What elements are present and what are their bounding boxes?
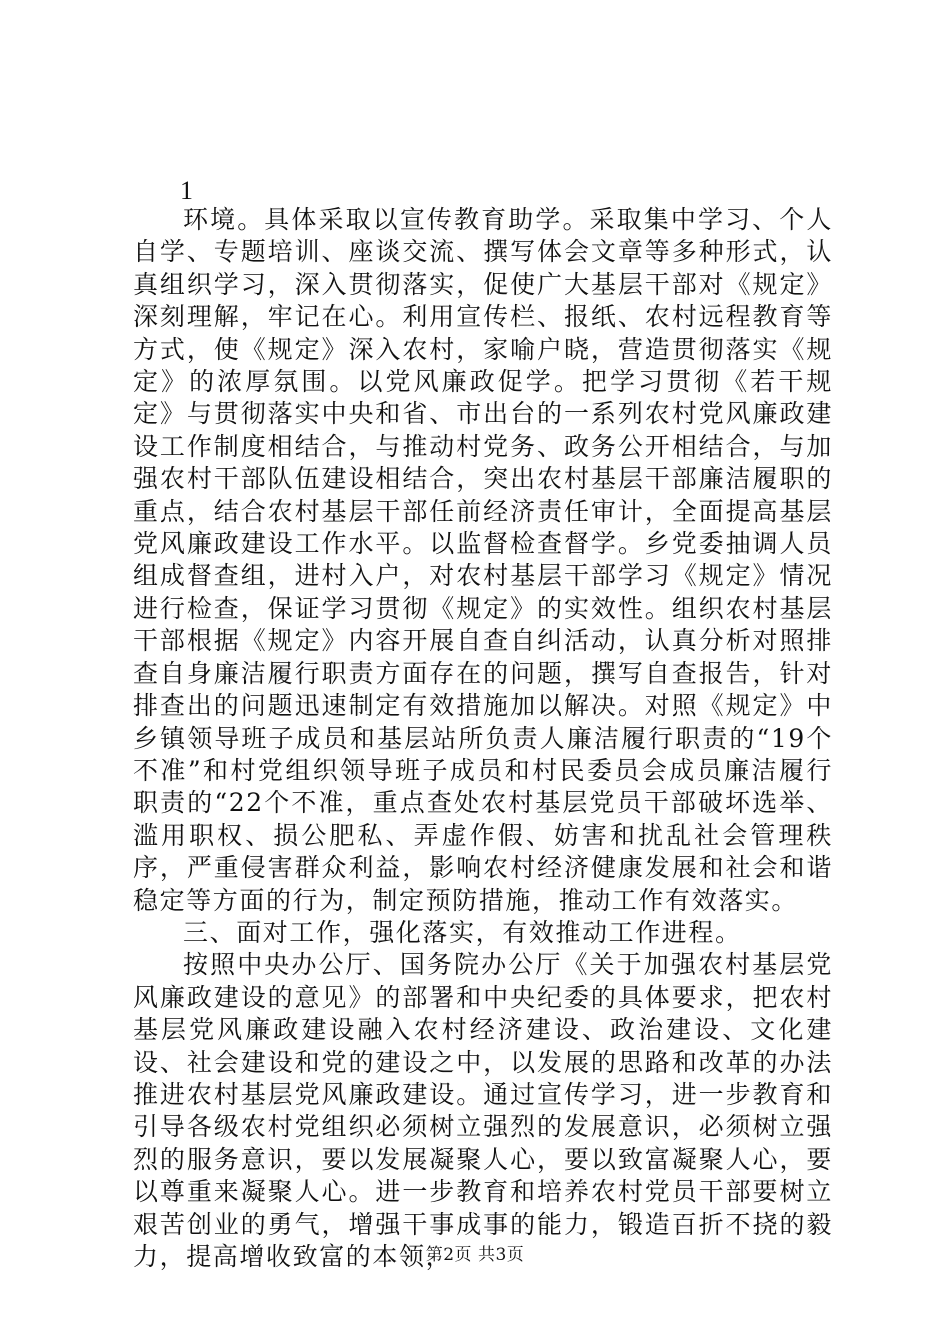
- paragraph-1: 环境。具体采取以宣传教育助学。采取集中学习、个人自学、专题培训、座谈交流、撰写体会文章等多种形式，认真组织学习，深入贯彻落实，促使广大基层干部对《规定》深刻理解，牢记在心。利用宣传栏、报纸、农村远程教育等方式，使《规定》深入农村，家喻户晓，营造贯彻落实《规定》的浓厚氛围。以党风廉政促学。把学习贯彻《若干规定》与贯彻落实中央和省、市出台的一系列农村党风廉政建设工作制度相结合，与推动村党务、政务公开相结合，与加强农村干部队伍建设相结合，突出农村基层干部廉洁履职的重点，结合农村基层干部任前经济责任审计，全面提高基层党风廉政建设工作水平。以监督检查督学。乡党委抽调人员组成督查组，进村入户，对农村基层干部学习《规定》情况进行检查，保证学习贯彻《规定》的实效性。组织农村基层干部根据《规定》内容开展自查自纠活动，认真分析对照排查自身廉洁履行职责方面存在的问题，撰写自查报告，针对排查出的问题迅速制定有效措施加以解决。对照《规定》中乡镇领导班子成员和基层站所负责人廉洁履行职责的“19个不准”和村党组织领导班子成员和村民委员会成员廉洁履行职责的“22个不准，重点查处农村基层党员干部破坏选举、滥用职权、损公肥私、弄虚作假、妨害和扰乱社会管理秩序，严重侵害群众利益，影响农村经济健康发展和社会和谐稳定等方面的行为，制定预防措施，推动工作有效落实。: [133, 205, 833, 915]
- section-marker: 1: [180, 176, 193, 205]
- document-body: [133, 204, 833, 1273]
- page-footer: 第2页 共3页: [425, 1245, 525, 1265]
- paragraph-3: 按照中央办公厅、国务院办公厅《关于加强农村基层党风廉政建设的意见》的部署和中央纪委的具体要求，把农村基层党风廉政建设融入农村经济建设、政治建设、文化建设、社会建设和党的建设之中，以发展的思路和改革的办法推进农村基层党风廉政建设。通过宣传学习，进一步教育和引导各级农村党组织必须树立强烈的发展意识，必须树立强烈的服务意识，要以发展凝聚人心，要以致富凝聚人心，要以尊重来凝聚人心。进一步教育和培养农村党员干部要树立艰苦创业的勇气，增强干事成事的能力，锻造百折不挠的毅力，提高增收致富的本领，: [133, 950, 833, 1271]
- paragraph-2-heading: 三、面对工作，强化落实，有效推动工作进程。: [183, 917, 742, 947]
